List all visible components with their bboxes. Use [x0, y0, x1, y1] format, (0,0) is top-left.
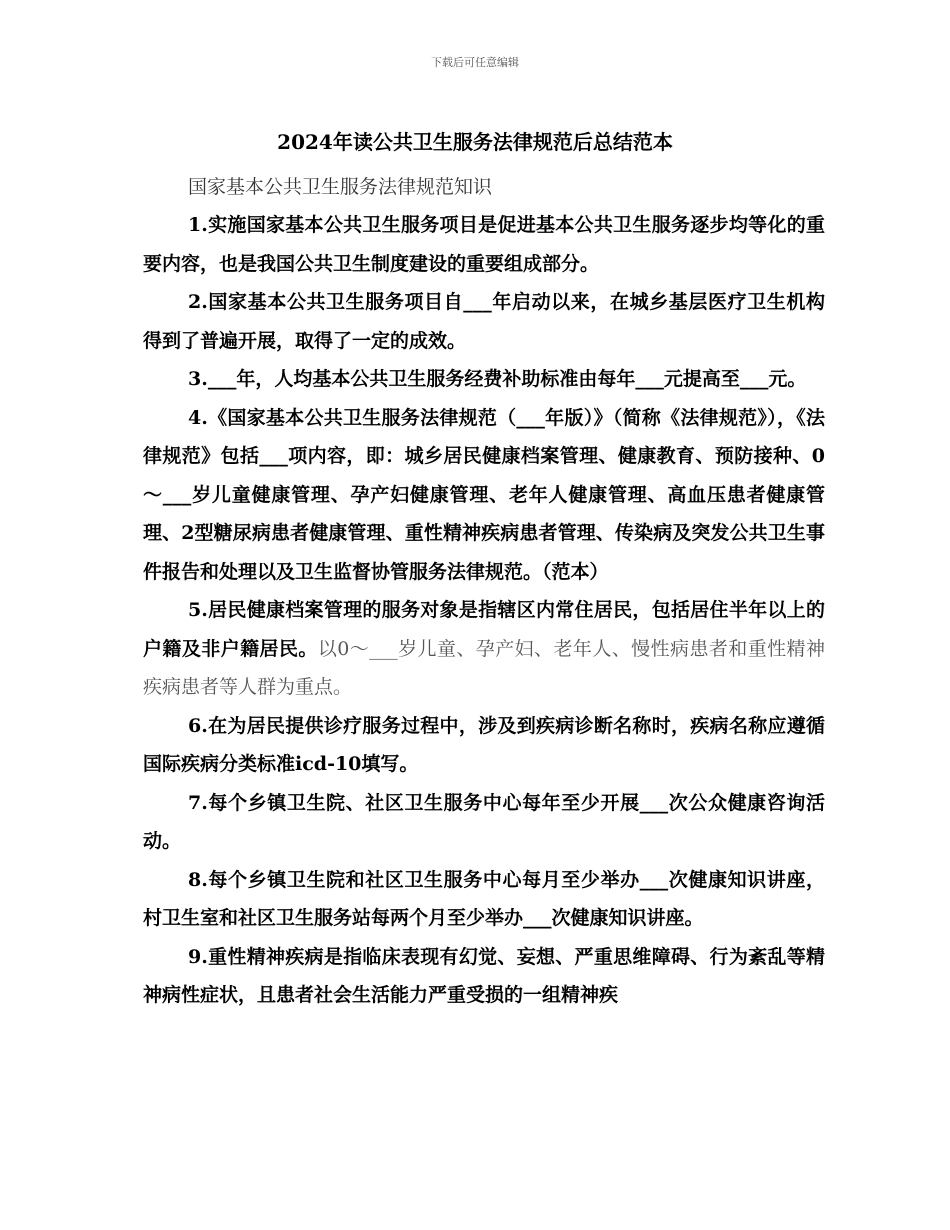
paragraph-text: 6.在为居民提供诊疗服务过程中，涉及到疾病诊断名称时，疾病名称应遵循国际疾病分类标准icd-10填写。 [143, 714, 825, 775]
paragraph-5 [143, 591, 825, 707]
paragraph-text: 1.实施国家基本公共卫生服务项目是促进基本公共卫生服务逐步均等化的重要内容，也是我国公共卫生制度建设的重要组成部分。 [143, 214, 825, 275]
paragraph-9 [143, 938, 825, 1015]
paragraph-text: 7.每个乡镇卫生院、社区卫生服务中心每年至少开展___次公众健康咨询活动。 [143, 791, 825, 852]
paragraph-text: 8.每个乡镇卫生院和社区卫生服务中心每月至少举办___次健康知识讲座，村卫生室和社区卫生服务站每两个月至少举办___次健康知识讲座。 [143, 868, 825, 929]
paragraph-text: 3.___年，人均基本公共卫生服务经费补助标准由每年___元提高至___元。 [188, 368, 807, 390]
paragraph-text: 5.居民健康档案管理的服务对象是指辖区内常住居民，包括居住半年以上的户籍及非户籍居民。 [143, 599, 825, 660]
paragraph-2 [143, 283, 825, 360]
document-body [143, 172, 825, 1015]
paragraph-text: 9.重性精神疾病是指临床表现有幻觉、妄想、严重思维障碍、行为紊乱等精神病性症状，且患者社会生活能力严重受损的一组精神疾 [143, 945, 825, 1006]
section-subtitle: 国家基本公共卫生服务法律规范知识 [188, 176, 493, 198]
paragraph-1 [143, 206, 825, 283]
paragraph-7 [143, 784, 825, 861]
document-title: 2024年读公共卫生服务法律规范后总结范本 [277, 130, 673, 154]
paragraph-text: 2.国家基本公共卫生服务项目自___年启动以来，在城乡基层医疗卫生机构得到了普遍开展，取得了一定的成效。 [143, 291, 825, 352]
paragraph-8 [143, 861, 825, 938]
page-header-note: 下载后可任意编辑 [431, 56, 519, 69]
paragraph-text: 4.《国家基本公共卫生服务法律规范（___年版）》（简称《法律规范》），《法律规范》包括___项内容，即：城乡居民健康档案管理、健康教育、预防接种、0～___岁儿童健康管理、孕产妇健康管理、老年人健康管理、高血压患者健康管理、2型糖尿病患者健康管理、重性精神疾病患者管理、传染病及突发公共卫生事件报告和处理以及卫生监督协管服务法律规范。（范本） [143, 406, 825, 583]
paragraph-6 [143, 707, 825, 784]
paragraph-4 [143, 399, 825, 592]
paragraph-text-light: 以0～___岁儿童、孕产妇、老年人、慢性病患者和重性精神疾病患者等人群为重点。 [143, 637, 825, 698]
paragraph-3 [143, 360, 825, 399]
